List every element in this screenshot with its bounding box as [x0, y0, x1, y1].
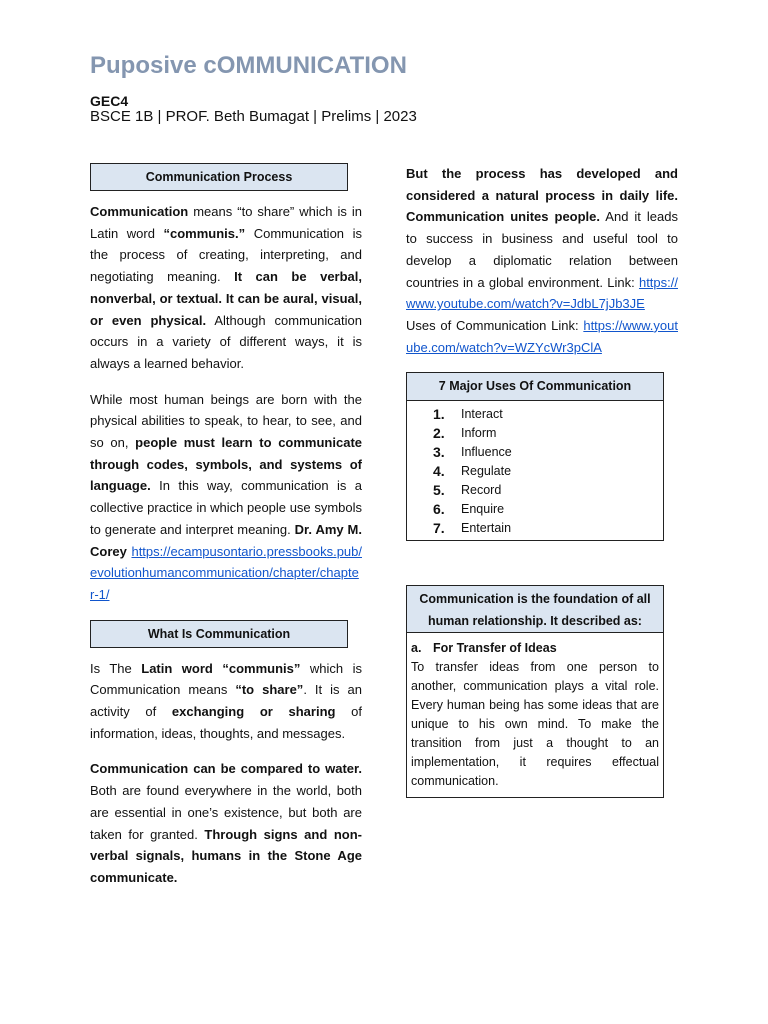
text-run: . It is an activity of [90, 682, 362, 720]
course-code: GEC4 [90, 93, 129, 109]
list-label: Inform [461, 426, 497, 441]
list-item [433, 500, 663, 519]
bold-text: It can be verbal, nonverbal, or textual. It can be aural, visual, or even physical. [90, 269, 363, 328]
list-item [433, 462, 663, 481]
foundation-text: To transfer ideas from one person to another, communication plays a vital role. Every human being has some ideas that are unique to his own mind. To make the transition from just a thought to an implementation, it requires effectual communication. [411, 660, 659, 789]
list-label: Record [461, 483, 502, 498]
list-item [433, 424, 663, 443]
list-number: 7. [433, 520, 445, 537]
list-label: Enquire [461, 502, 505, 517]
list-label: Regulate [461, 464, 512, 479]
text-run: Is The [90, 660, 142, 676]
list-number: 4. [433, 463, 445, 480]
text-run: And it leads to success in business and useful tool to develop a diplomatic relation between countries in a global environment. Link: [406, 209, 678, 290]
list-number: 6. [433, 501, 445, 518]
paragraph [90, 758, 362, 888]
text-run: Communication is the process of creating, interpreting, and negotiating meaning. [90, 225, 362, 285]
section-heading-communication-process: Communication Process [90, 163, 348, 191]
reference-link[interactable]: https://www.youtube.com/watch?v=WZYcWr3pClA [406, 317, 678, 355]
list-label: Interact [461, 407, 503, 422]
list-item [433, 405, 663, 424]
course-meta: BSCE 1B | PROF. Beth Bumagat | Prelims | 2023 [90, 108, 417, 125]
bold-text: But the process has developed and considered a natural process in daily life. Communication unites people. [406, 166, 678, 225]
reference-link[interactable]: https://ecampusontario.pressbooks.pub/evolutionhumancommunication/chapter/chapter-1/ [90, 543, 362, 602]
paragraph [90, 201, 362, 375]
text-run: Uses of Communication Link: [406, 317, 584, 333]
paragraph [90, 658, 362, 745]
left-column [90, 163, 362, 889]
list-item [433, 443, 663, 462]
paragraph [406, 163, 678, 358]
list-number: 5. [433, 482, 445, 499]
paragraph [90, 389, 362, 606]
foundation-sub-title: For Transfer of Ideas [433, 641, 557, 656]
foundation-subheading [411, 639, 659, 658]
list-number: 1. [433, 406, 445, 423]
text-run: Although communication occurs in a variety of different ways, it is always a learned behavior. [90, 312, 362, 371]
uses-table [406, 372, 664, 541]
bold-text: people must learn to communicate through codes, symbols, and systems of language. [90, 435, 362, 494]
section-heading-what-is-communication: What Is Communication [90, 620, 348, 648]
text-run: of information, ideas, thoughts, and messages. [90, 704, 362, 741]
bold-text: “communis.” [163, 225, 246, 241]
list-label: Influence [461, 445, 512, 460]
list-item [433, 519, 663, 538]
foundation-sub-letter: a. [411, 641, 422, 656]
text-run: which is Communication means [90, 660, 362, 698]
list-label: Entertain [461, 521, 512, 536]
reference-link[interactable]: https://www.youtube.com/watch?v=JdbL7jJb3JE [406, 274, 678, 312]
list-number: 3. [433, 444, 445, 461]
list-item [433, 481, 663, 500]
uses-list [407, 401, 663, 540]
bold-text: Dr. Amy M. Corey [90, 521, 362, 559]
foundation-box [406, 585, 664, 798]
right-column [406, 163, 678, 798]
bold-text: Through signs and non-verbal signals, humans in the Stone Age communicate. [90, 826, 362, 885]
text-run: While most human beings are born with the physical abilities to speak, to hear, to see, and so on, [90, 391, 362, 451]
text-run: Both are found everywhere in the world, both are essential in one’s existence, but both are taken for granted. [90, 783, 362, 842]
bold-text: Communication [90, 204, 189, 219]
list-number: 2. [433, 425, 445, 442]
uses-table-title: 7 Major Uses Of Communication [407, 373, 663, 401]
foundation-title: Communication is the foundation of all human relationship. It described as: [407, 586, 663, 633]
bold-text: Latin word “communis” [141, 660, 301, 676]
bold-text: exchanging or sharing [171, 704, 336, 720]
text-run: means “to share” which is in Latin word [90, 204, 362, 241]
bold-text: “to share” [235, 682, 304, 698]
text-run: In this way, communication is a collective practice in which people use symbols to generate and interpret meaning. [90, 478, 362, 537]
bold-text: Communication can be compared to water. [90, 761, 362, 777]
foundation-body [407, 633, 663, 797]
page-title: Puposive cOMMUNICATION [90, 52, 407, 79]
